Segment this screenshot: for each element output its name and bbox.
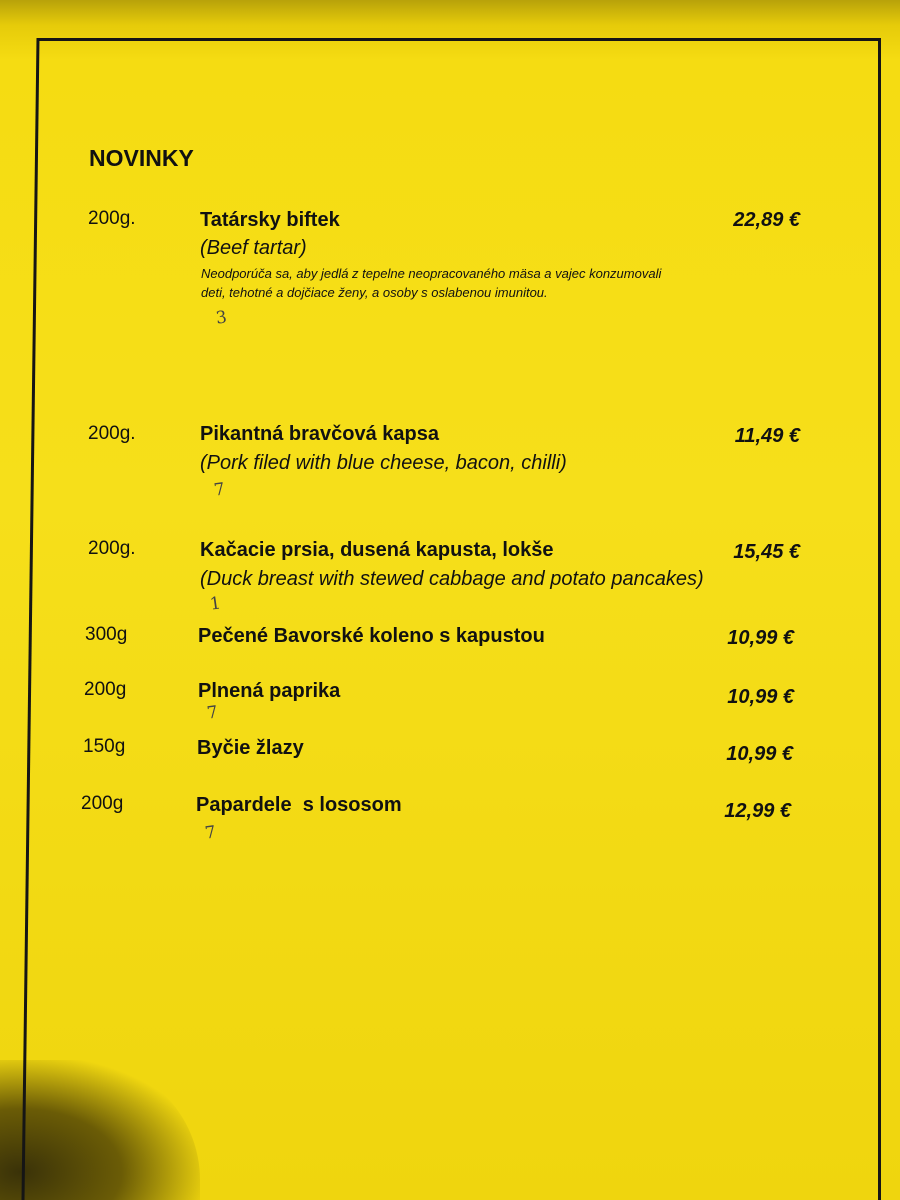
item-weight: 150g [83, 736, 126, 757]
item-name: Byčie žlazy [197, 737, 304, 759]
item-name: Kačacie prsia, dusená kapusta, lokše [200, 539, 554, 561]
item-subtitle: (Pork filed with blue cheese, bacon, chilli) [200, 452, 567, 474]
section-title: NOVINKY [89, 145, 194, 171]
allergen-mark: 7 [203, 822, 218, 844]
item-name: Pečené Bavorské koleno s kapustou [198, 625, 545, 647]
frame-border-left [18, 38, 42, 1200]
item-weight: 200g [84, 679, 127, 700]
item-price: 10,99 € [727, 686, 794, 708]
item-weight: 200g. [88, 538, 136, 559]
item-price: 10,99 € [727, 627, 794, 649]
frame-border-top [37, 38, 880, 41]
item-weight: 300g [85, 624, 128, 645]
item-name: Pikantná bravčová kapsa [200, 423, 440, 445]
item-price: 12,99 € [724, 800, 791, 822]
item-name: Tatársky biftek [200, 209, 340, 231]
item-weight: 200g. [88, 208, 136, 229]
allergen-mark: 1 [208, 593, 223, 615]
item-weight: 200g. [88, 423, 136, 444]
item-price: 11,49 € [734, 425, 800, 447]
item-price: 22,89 € [733, 209, 800, 231]
frame-border-right [878, 38, 881, 1200]
item-subtitle: (Duck breast with stewed cabbage and potato pancakes) [200, 568, 704, 590]
item-note: deti, tehotné a dojčiace ženy, a osoby s oslabenou imunitou. [201, 285, 548, 300]
item-subtitle: (Beef tartar) [200, 237, 307, 259]
item-price: 10,99 € [726, 743, 793, 765]
allergen-mark: 7 [212, 479, 227, 501]
item-note: Neodporúča sa, aby jedlá z tepelne neopracovaného mäsa a vajec konzumovali [201, 266, 662, 281]
allergen-mark: 3 [214, 307, 229, 329]
item-name: Papardele s lososom [196, 794, 402, 816]
item-name: Plnená paprika [198, 680, 341, 702]
item-weight: 200g [81, 793, 124, 814]
item-price: 15,45 € [733, 541, 800, 563]
allergen-mark: 7 [205, 702, 220, 724]
